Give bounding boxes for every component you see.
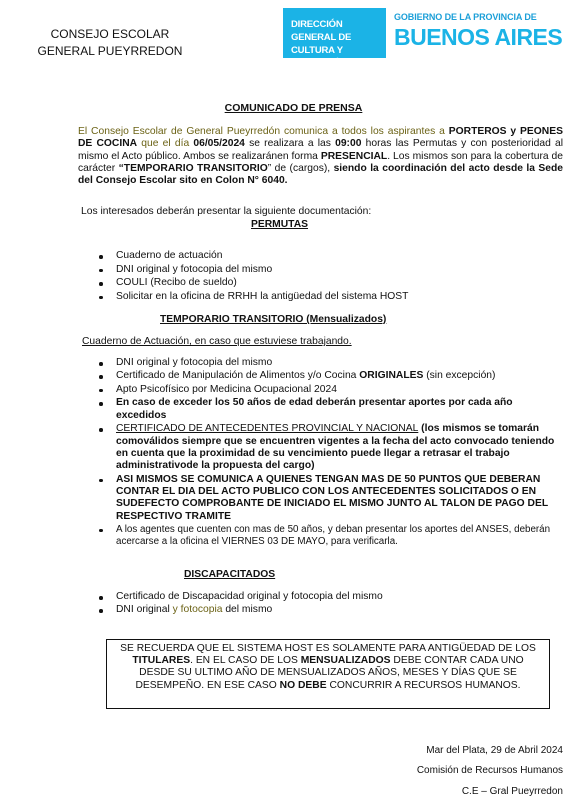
notice-text: . EN EL CASO DE LOS	[190, 655, 301, 667]
document-title: COMUNICADO DE PRENSA	[224, 102, 363, 114]
list-item	[99, 423, 561, 472]
notice-bold: MENSUALIZADOS	[300, 655, 391, 667]
intro-time: 09:00	[335, 138, 362, 150]
list-item: DNI original y fotocopia del mismo	[99, 264, 559, 276]
list-item-text: A los agentes que cuenten con mas de 50 años, y deban presentar los aportes del ANSES, deberán acercarse a la oficina el VIERNES 03 DE MAYO, para verificarla.	[116, 523, 551, 548]
notice-text: CONCURRIR A RECURSOS HUMANOS.	[326, 679, 521, 691]
list-item-underlined: CERTIFICADO DE ANTECEDENTES PROVINCIAL Y NACIONAL	[116, 423, 419, 435]
list-item-text: Certificado de Manipulación de Alimentos y/o Cocina	[116, 370, 360, 382]
intro-bold: PORTEROS y PEONES DE COCINA	[78, 126, 563, 150]
logo-dgcye-line1: DIRECCIÓN GENERAL DE	[291, 19, 352, 43]
list-item	[99, 357, 561, 369]
list-item-text: y fotocopia	[172, 604, 223, 616]
temporario-note: Cuaderno de Actuación, en caso que estuviese trabajando.	[82, 336, 352, 347]
logo-gba	[386, 8, 562, 58]
list-item-text: DNI original	[116, 604, 173, 616]
logo-dgcye-line2: CULTURA Y EDUCACIÓN	[291, 45, 347, 69]
notice-box	[106, 639, 550, 709]
list-item	[99, 370, 561, 382]
list-item-text: DNI original y fotocopia del mismo	[116, 357, 273, 368]
notice-bold: TITULARES	[132, 655, 191, 667]
temporario-list	[99, 357, 561, 550]
list-item-bold: ORIGINALES	[359, 370, 424, 382]
intro-bold: PRESENCIAL	[320, 150, 388, 162]
intro-date: 06/05/2024	[193, 138, 245, 150]
list-item-text: ASI MISMOS SE COMUNICA A QUIENES TENGAN MAS DE 50 PUNTOS QUE DEBERAN CONTAR EL DIA DEL ACTO PUBLICO CON LOS ANTECEDENTES SOLICITADOS O EN SUDEFECTO COMPROBANTE DE INICIADO EL MISMO JUNTO AL TALON DE PAGO DEL RESPECTIVO TRAMITE	[116, 473, 548, 522]
notice-text: DEBE CONTAR CADA UNO DESDE SU ULTIMO AÑO DE MENSUALIZADOS AÑOS, MESES Y DÍAS QUE SE DESEMPEÑO. EN ESE CASO	[135, 655, 524, 691]
intro-text: El Consejo Escolar de General Pueyrredón	[78, 126, 281, 137]
list-item	[99, 384, 561, 396]
signature-place-date: Mar del Plata, 29 de Abril 2024	[426, 745, 563, 756]
list-item-text: Apto Psicofísico por Medicina Ocupacional 2024	[116, 383, 337, 395]
section-heading-discapacitados: DISCAPACITADOS	[184, 569, 276, 580]
list-item	[99, 604, 559, 616]
intro-paragraph	[78, 126, 563, 187]
list-item: COULI (Recibo de sueldo)	[99, 277, 559, 289]
list-item: Solicitar en la oficina de RRHH la antigüedad del sistema HOST	[99, 291, 559, 303]
org-name-line2: GENERAL PUEYRREDON	[37, 44, 183, 58]
permutas-list	[99, 250, 559, 304]
logo-dgcye	[283, 8, 386, 69]
government-logo	[283, 8, 563, 69]
list-item-bold: (los mismos se tomarán comoválidos siempre que se encuentren vigentes a la fecha del acto convocado teniendo en cuenta que la proximidad de su vencimiento puede llegar a retrasar el trabajo administrativode la propuesta del cargo)	[116, 423, 555, 472]
documentation-lead: Los interesados deberán presentar la siguiente documentación:	[81, 206, 372, 217]
list-item	[99, 397, 561, 422]
intro-text: horas las Permutas y con posterioridad al mismo el Acto público. Ambos se realizaránen forma	[78, 138, 564, 162]
discapacitados-list	[99, 591, 559, 618]
intro-bold: “TEMPORARIO TRANSITORIO	[118, 162, 268, 174]
org-name-line1: CONSEJO ESCOLAR	[50, 27, 170, 41]
list-item	[99, 591, 559, 603]
list-item-text: (sin excepción)	[423, 370, 496, 382]
signature-commission: Comisión de Recursos Humanos	[416, 765, 563, 776]
list-item-text: Certificado de Discapacidad original y fotocopia del mismo	[116, 591, 383, 602]
section-heading-permutas: PERMUTAS	[251, 219, 309, 230]
notice-text: SE RECUERDA QUE EL SISTEMA HOST ES SOLAMENTE PARA ANTIGÜEDAD DE LOS	[120, 643, 536, 654]
logo-gba-line1: GOBIERNO DE LA PROVINCIA DE	[394, 12, 537, 22]
list-item-text: En caso de exceder los 50 años de edad deberán presentar aportes por cada año excedidos	[116, 397, 513, 421]
intro-text: . Los mismos son para la cobertura de carácter	[78, 150, 564, 174]
intro-text: se realizara a las	[244, 138, 336, 150]
list-item-text: del mismo	[222, 604, 273, 616]
notice-bold: NO DEBE	[279, 679, 327, 691]
logo-gba-line2: BUENOS AIRES	[394, 24, 563, 50]
intro-bold: siendo la coordinación del acto desde la Sede del Consejo Escolar sito en Colon N° 6040.	[78, 162, 564, 187]
intro-text: ” de (cargos),	[267, 162, 334, 174]
list-item: Cuaderno de actuación	[99, 250, 559, 262]
intro-text: comunica a todos los aspirantes a	[280, 126, 449, 137]
section-heading-temporario: TEMPORARIO TRANSITORIO (Mensualizados)	[160, 314, 387, 325]
intro-text: que el día	[137, 138, 194, 150]
signature-entity: C.E – Gral Pueyrredon	[461, 786, 563, 797]
list-item	[99, 524, 561, 549]
list-item	[99, 474, 561, 523]
org-name	[30, 26, 190, 60]
